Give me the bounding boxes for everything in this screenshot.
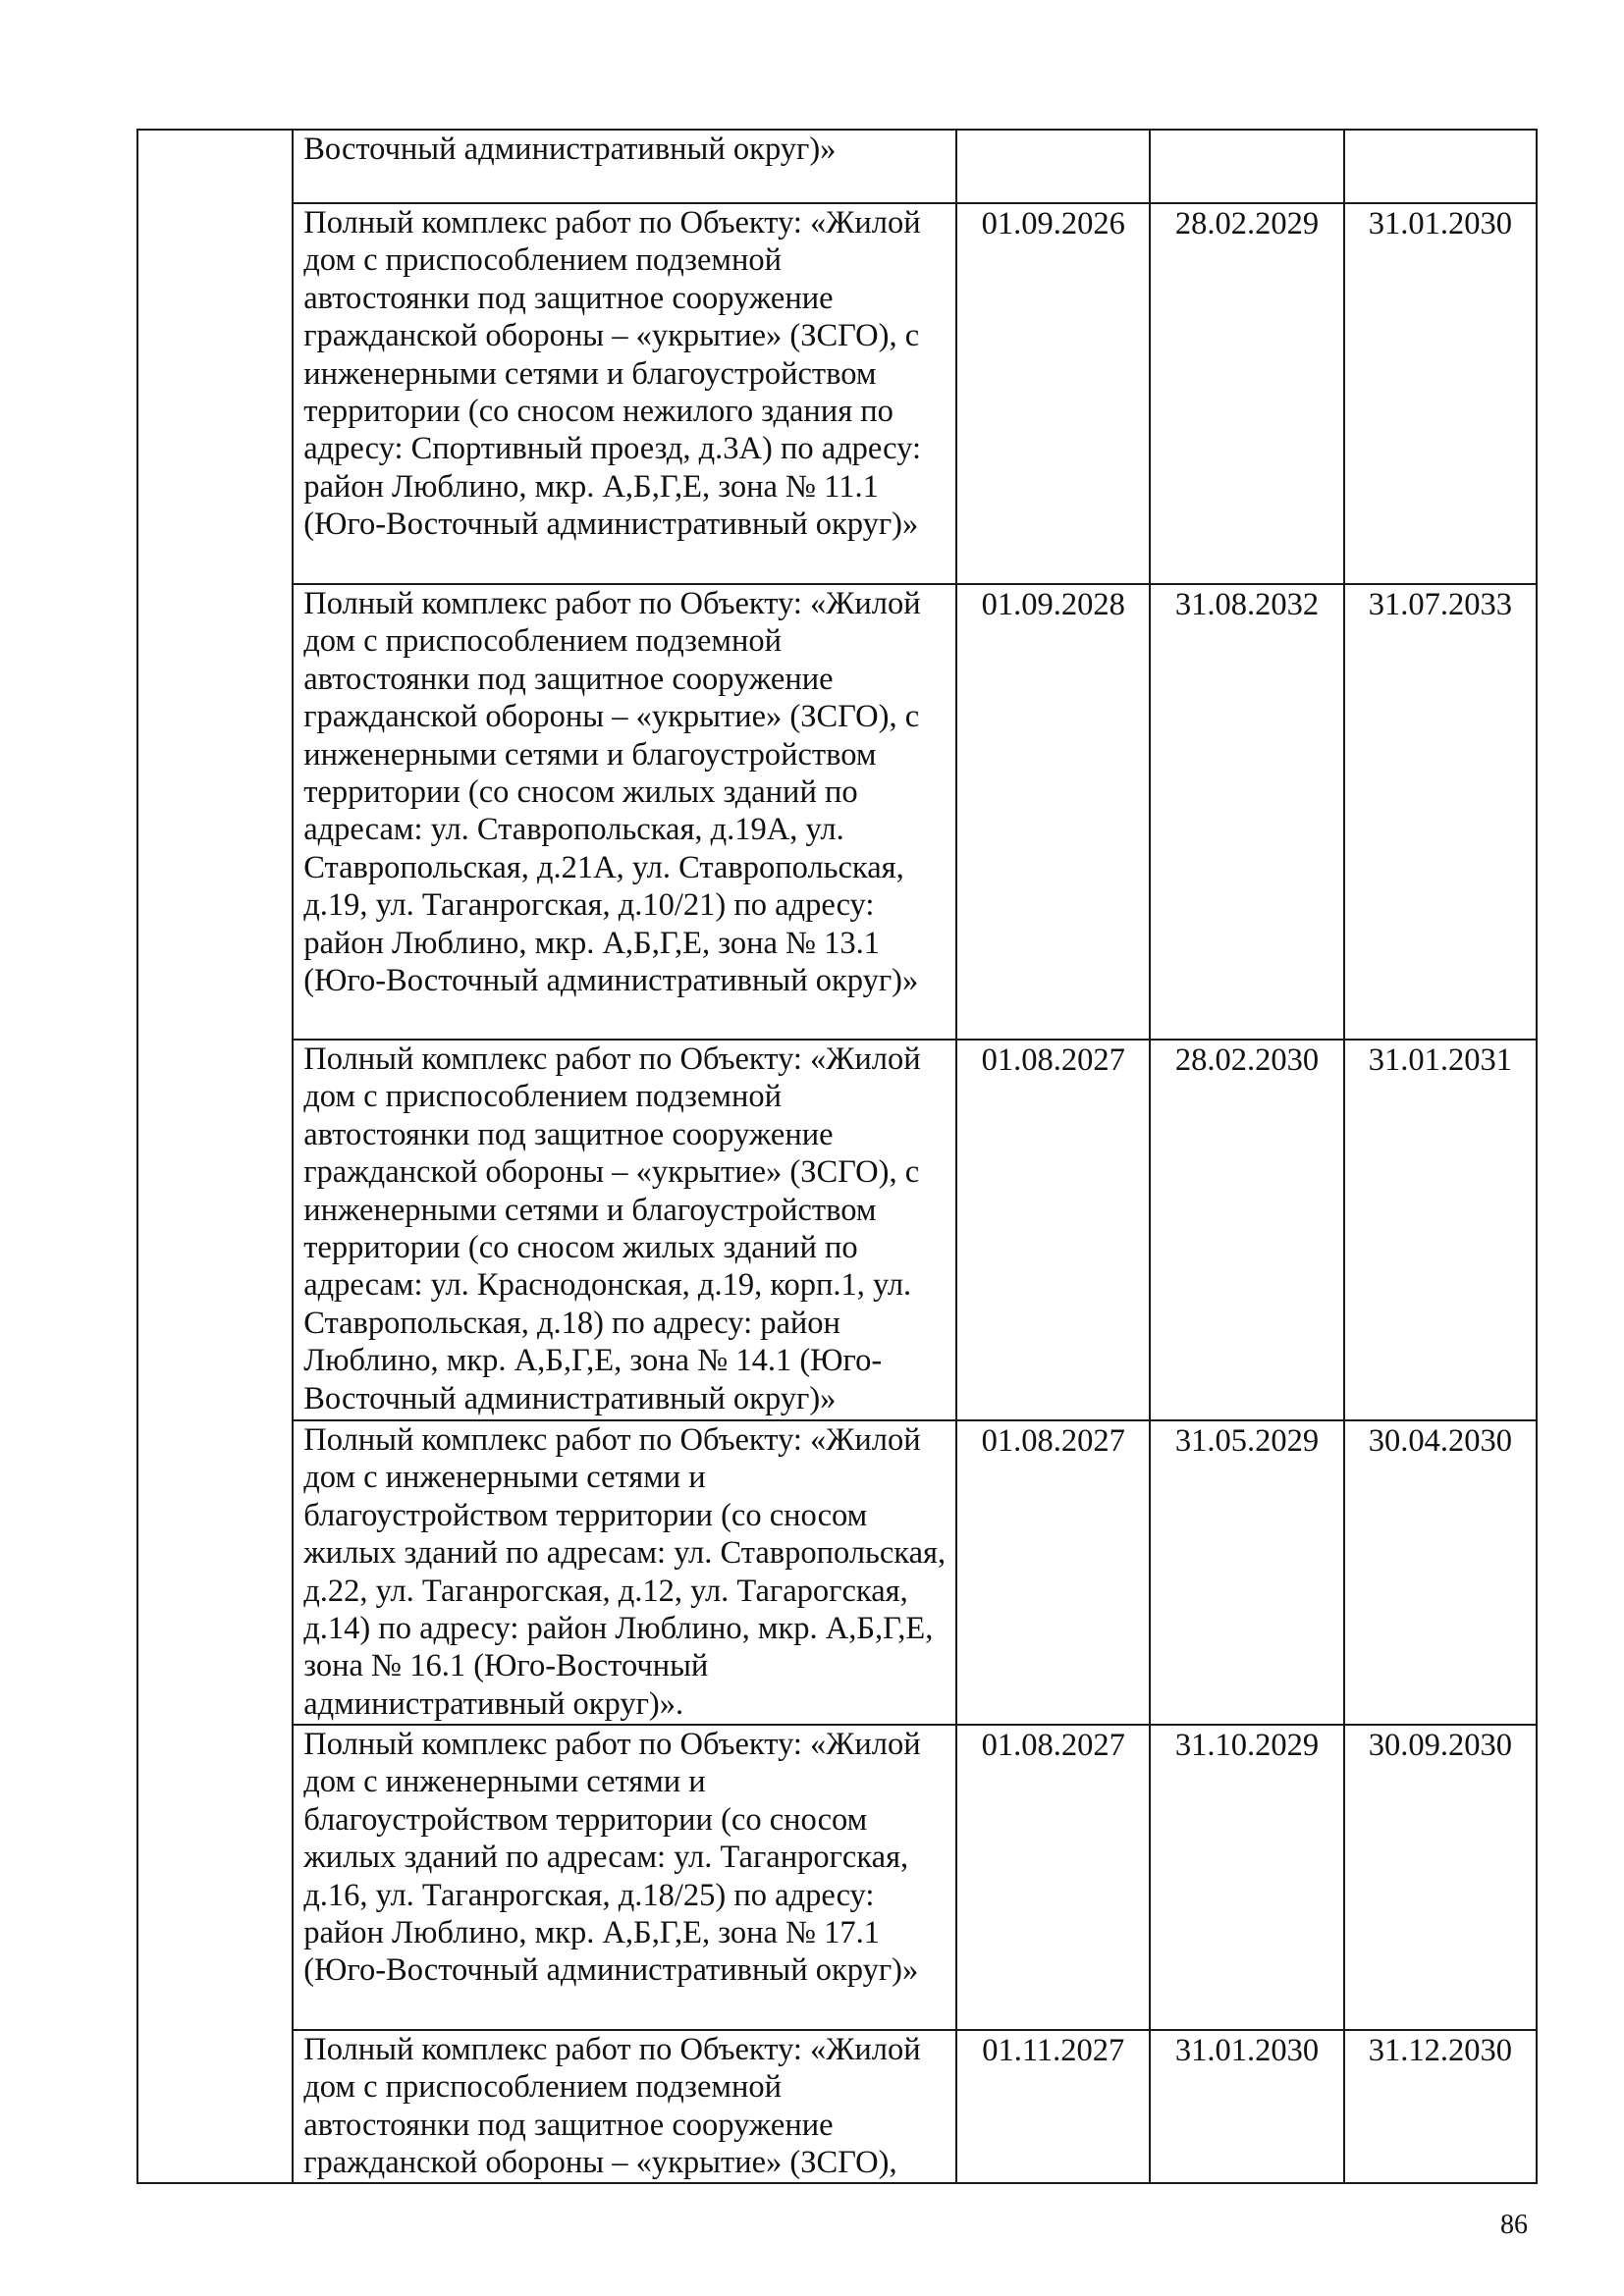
construction-end-date xyxy=(1150,1420,1343,1725)
completion-date xyxy=(1344,1040,1537,1420)
work-description: Полный комплекс работ по Объекту: «Жилой дом с инженерными сетями и благоустройством территории (со сносом жилых зданий по адресам: ул. Таганрогская, д.16, ул. Таганрогская, д.18/25) по адресу: район Люблино, мкр. А,Б,Г,Е, зона № 17.1 (Юго-Восточный административный округ)» xyxy=(293,1725,956,2030)
table-row xyxy=(137,130,1537,203)
start-date-text: 01.08.2027 xyxy=(981,1042,1125,1078)
completion-date-text xyxy=(1345,131,1536,132)
table-row xyxy=(137,584,1537,1040)
page-number: 86 xyxy=(1500,2210,1528,2240)
completion-date xyxy=(1344,584,1537,1040)
work-description: Полный комплекс работ по Объекту: «Жилой дом с приспособлением подземной автостоянки под защитное сооружение гражданской обороны – «укрытие» (ЗСГО), с инженерными сетями и благоустройством территории (со сносом нежилого здания по адресу: Спортивный проезд, д.3А) по адресу: район Люблино, мкр. А,Б,Г,Е, зона № 11.1 (Юго-Восточный административный округ)» xyxy=(293,203,956,584)
completion-date-text: 31.01.2030 xyxy=(1368,206,1512,241)
work-description: Полный комплекс работ по Объекту: «Жилой дом с приспособлением подземной автостоянки под защитное сооружение гражданской обороны – «укрытие» (ЗСГО), с инженерными сетями и благоустройством территории (со сносом жилых зданий по адресам: ул. Ставропольская, д.19А, ул. Ставропольская, д.21А, ул. Ставропольская, д.19, ул. Таганрогская, д.10/21) по адресу: район Люблино, мкр. А,Б,Г,Е, зона № 13.1 (Юго-Восточный административный округ)» xyxy=(293,584,956,1040)
completion-date-text: 31.12.2030 xyxy=(1368,2033,1512,2068)
completion-date xyxy=(1344,1420,1537,1725)
start-date-text xyxy=(957,131,1149,132)
table-row xyxy=(137,1725,1537,2030)
completion-date xyxy=(1344,1725,1537,2030)
construction-end-date xyxy=(1150,584,1343,1040)
construction-end-date-text: 31.01.2030 xyxy=(1174,2033,1320,2068)
start-date xyxy=(956,1725,1150,2030)
construction-end-date-text: 28.02.2030 xyxy=(1174,1042,1320,1078)
construction-end-date-text xyxy=(1151,131,1342,132)
construction-end-date-text: 31.10.2029 xyxy=(1174,1728,1320,1763)
start-date xyxy=(956,584,1150,1040)
construction-end-date xyxy=(1150,2030,1343,2183)
table-row xyxy=(137,1040,1537,1420)
construction-end-date-text: 31.05.2029 xyxy=(1174,1423,1320,1459)
completion-date-text: 30.04.2030 xyxy=(1368,1423,1512,1459)
construction-end-date xyxy=(1150,1040,1343,1420)
completion-date xyxy=(1344,130,1537,203)
start-date-text: 01.08.2027 xyxy=(981,1423,1125,1459)
table-row xyxy=(137,1420,1537,1725)
construction-end-date-text: 31.08.2032 xyxy=(1174,587,1320,622)
completion-date-text: 31.01.2031 xyxy=(1368,1042,1512,1078)
completion-date-text: 30.09.2030 xyxy=(1368,1728,1512,1763)
table-row xyxy=(137,2030,1537,2183)
start-date xyxy=(956,1420,1150,1725)
start-date-text: 01.08.2027 xyxy=(981,1728,1125,1763)
start-date-text: 01.09.2028 xyxy=(981,587,1125,622)
completion-date-text: 31.07.2033 xyxy=(1368,587,1512,622)
start-date xyxy=(956,1040,1150,1420)
construction-end-date xyxy=(1150,1725,1343,2030)
start-date-text: 01.09.2026 xyxy=(981,206,1125,241)
construction-end-date-text: 28.02.2029 xyxy=(1174,206,1320,241)
construction-end-date xyxy=(1150,130,1343,203)
work-description: Полный комплекс работ по Объекту: «Жилой дом с инженерными сетями и благоустройством территории (со сносом жилых зданий по адресам: ул. Ставропольская, д.22, ул. Таганрогская, д.12, ул. Тагарогская, д.14) по адресу: район Люблино, мкр. А,Б,Г,Е, зона № 16.1 (Юго-Восточный административный округ)». xyxy=(293,1420,956,1725)
table-row xyxy=(137,203,1537,584)
start-date xyxy=(956,2030,1150,2183)
work-description: Восточный административный округ)» xyxy=(293,130,956,203)
start-date-text: 01.11.2027 xyxy=(982,2033,1125,2068)
row-number-cell xyxy=(137,130,293,2183)
completion-date xyxy=(1344,2030,1537,2183)
start-date xyxy=(956,130,1150,203)
works-schedule-table xyxy=(136,129,1538,2184)
start-date xyxy=(956,203,1150,584)
work-description: Полный комплекс работ по Объекту: «Жилой дом с приспособлением подземной автостоянки под защитное сооружение гражданской обороны – «укрытие» (ЗСГО), xyxy=(293,2030,956,2183)
completion-date xyxy=(1344,203,1537,584)
construction-end-date xyxy=(1150,203,1343,584)
work-description: Полный комплекс работ по Объекту: «Жилой дом с приспособлением подземной автостоянки под защитное сооружение гражданской обороны – «укрытие» (ЗСГО), с инженерными сетями и благоустройством территории (со сносом жилых зданий по адресам: ул. Краснодонская, д.19, корп.1, ул. Ставропольская, д.18) по адресу: район Люблино, мкр. А,Б,Г,Е, зона № 14.1 (Юго-Восточный административный округ)» xyxy=(293,1040,956,1420)
